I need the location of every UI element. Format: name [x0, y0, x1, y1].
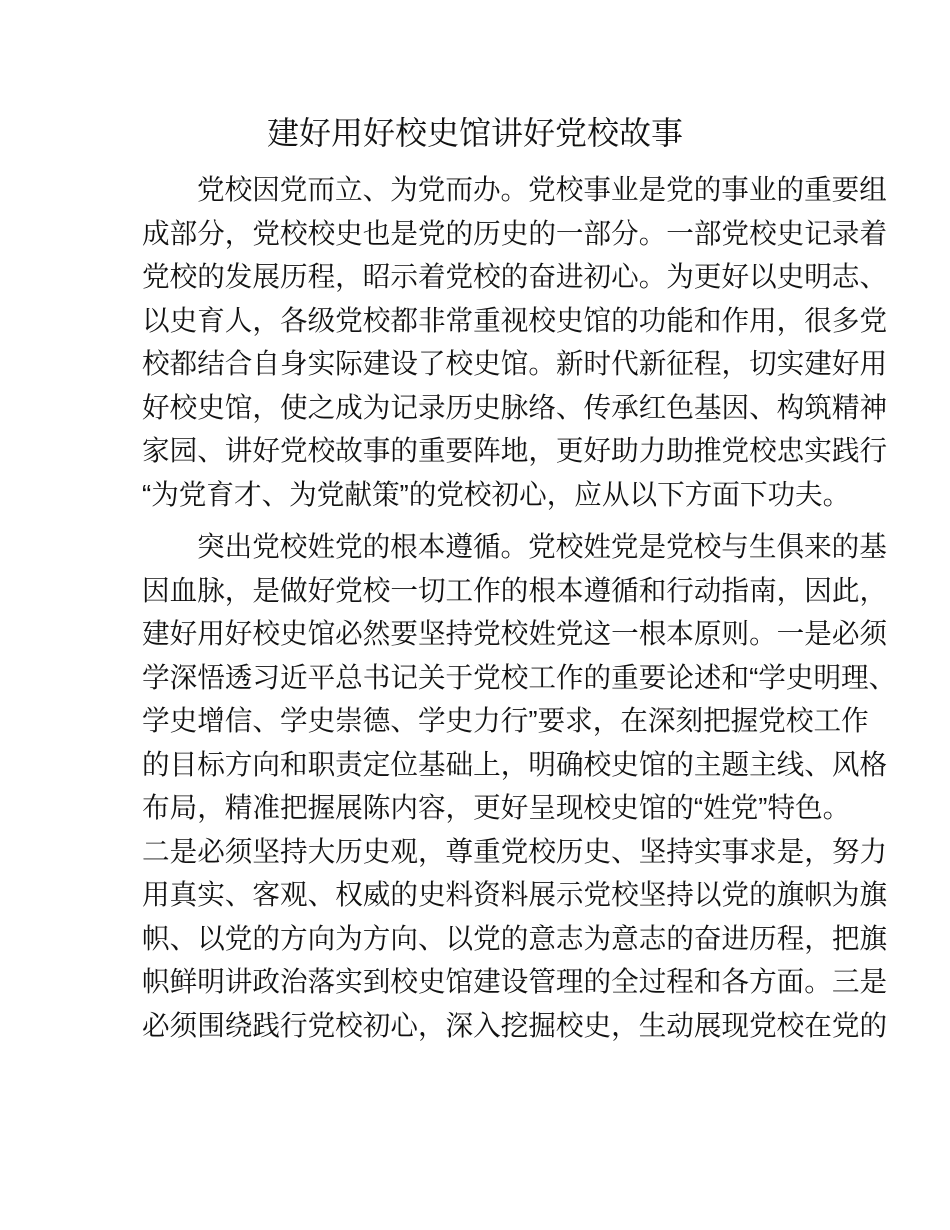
text-line: 成部分，党校校史也是党的历史的一部分。一部党校史记录着 — [142, 217, 888, 249]
text-line: 党校因党而立、为党而办。党校事业是党的事业的重要组 — [197, 174, 887, 205]
text-line: “为党育才、为党献策”的党校初心，应从以下方面下功夫。 — [142, 478, 851, 510]
text-line: 二是必须坚持大历史观，尊重党校历史、坚持实事求是，努力 — [142, 835, 888, 867]
text-line: 必须围绕践行党校初心，深入挖掘校史，生动展现党校在党的 — [142, 1009, 888, 1041]
document-title: 建好用好校史馆讲好党校故事 — [266, 115, 683, 151]
text-line: 好校史馆，使之成为记录历史脉络、传承红色基因、构筑精神 — [142, 391, 888, 423]
text-line: 帜鲜明讲政治落实到校史馆建设管理的全过程和各方面。三是 — [142, 966, 888, 997]
text-line: 建好用好校史馆必然要坚持党校姓党这一根本原则。一是必须 — [142, 618, 888, 649]
text-line: 帜、以党的方向为方向、以党的意志为意志的奋进历程，把旗 — [142, 922, 888, 954]
text-line: 突出党校姓党的根本遵循。党校姓党是党校与生俱来的基 — [197, 531, 887, 562]
text-line: 的目标方向和职责定位基础上，明确校史馆的主题主线、风格 — [142, 748, 888, 780]
paragraph-1 — [142, 168, 888, 516]
text-line: 因血脉，是做好党校一切工作的根本遵循和行动指南，因此， — [142, 574, 888, 606]
text-line: 家园、讲好党校故事的重要阵地，更好助力助推党校忠实践行 — [142, 435, 888, 466]
text-line: 学史增信、学史崇德、学史力行”要求，在深刻把握党校工作 — [142, 705, 869, 736]
paragraph-2 — [142, 525, 897, 1047]
text-line: 以史育人，各级党校都非常重视校史馆的功能和作用，很多党 — [142, 304, 888, 336]
text-line: 校都结合自身实际建设了校史馆。新时代新征程，切实建好用 — [142, 348, 888, 379]
text-line: 党校的发展历程，昭示着党校的奋进初心。为更好以史明志、 — [142, 261, 888, 292]
text-line: 布局，精准把握展陈内容，更好呈现校史馆的“姓党”特色。 — [142, 792, 851, 823]
text-line: 用真实、客观、权威的史料资料展示党校坚持以党的旗帜为旗 — [142, 879, 888, 910]
text-line: 学深悟透习近平总书记关于党校工作的重要论述和“学史明理、 — [142, 661, 897, 693]
